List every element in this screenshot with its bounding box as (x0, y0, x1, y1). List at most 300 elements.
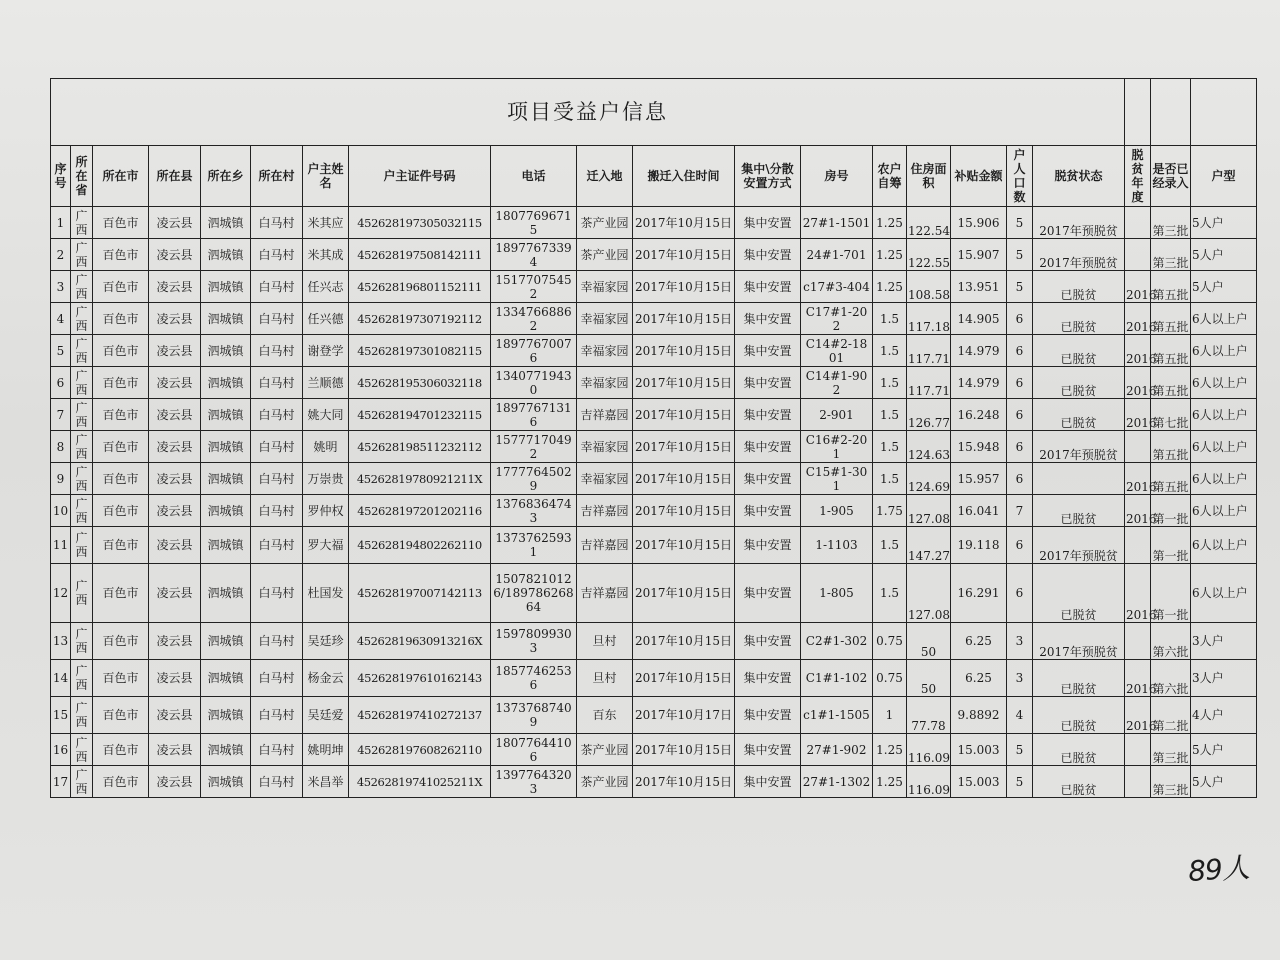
area-cell: 116.09 (907, 734, 951, 766)
header-subsidy: 补贴金额 (951, 146, 1007, 207)
seq-cell: 2 (51, 239, 71, 271)
header-status: 脱贫状态 (1033, 146, 1125, 207)
header-year: 脱贫年度 (1125, 146, 1151, 207)
area-cell: 50 (907, 623, 951, 660)
subsidy-cell: 19.118 (951, 527, 1007, 564)
self-fund-cell: 1.25 (873, 271, 907, 303)
room-cell: 1-805 (801, 564, 873, 623)
status-cell: 已脱贫 (1033, 367, 1125, 399)
seq-cell: 1 (51, 207, 71, 239)
name-cell: 任兴志 (303, 271, 349, 303)
household-size-cell: 3 (1007, 660, 1033, 697)
province-cell: 广西 (71, 239, 93, 271)
id-number-cell: 452628196801152111 (349, 271, 491, 303)
placement-cell: 集中安置 (735, 399, 801, 431)
area-cell: 117.71 (907, 367, 951, 399)
self-fund-cell: 1.75 (873, 495, 907, 527)
header-destination: 迁入地 (577, 146, 633, 207)
table-row (51, 495, 1257, 527)
table-row (51, 697, 1257, 734)
placement-cell: 集中安置 (735, 431, 801, 463)
destination-cell: 幸福家园 (577, 303, 633, 335)
city-cell: 百色市 (93, 463, 149, 495)
table-row (51, 271, 1257, 303)
table-row (51, 660, 1257, 697)
room-cell: C2#1-302 (801, 623, 873, 660)
phone-cell: 15777170492 (491, 431, 577, 463)
header-city: 所在市 (93, 146, 149, 207)
status-cell: 2017年预脱贫 (1033, 207, 1125, 239)
city-cell: 百色市 (93, 431, 149, 463)
village-cell: 白马村 (251, 303, 303, 335)
area-cell: 108.58 (907, 271, 951, 303)
room-cell: C14#2-1801 (801, 335, 873, 367)
subsidy-cell: 15.003 (951, 734, 1007, 766)
entered-cell: 第五批 (1151, 463, 1191, 495)
town-cell: 泗城镇 (201, 367, 251, 399)
town-cell: 泗城镇 (201, 431, 251, 463)
move-time-cell: 2017年10月15日 (633, 271, 735, 303)
subsidy-cell: 15.957 (951, 463, 1007, 495)
county-cell: 凌云县 (149, 660, 201, 697)
beneficiary-table-wrap (50, 78, 1256, 798)
table-row (51, 734, 1257, 766)
id-number-cell: 45262819741025211X (349, 766, 491, 798)
town-cell: 泗城镇 (201, 399, 251, 431)
id-number-cell: 452628197201202116 (349, 495, 491, 527)
town-cell: 泗城镇 (201, 623, 251, 660)
town-cell: 泗城镇 (201, 335, 251, 367)
household-size-cell: 6 (1007, 527, 1033, 564)
town-cell: 泗城镇 (201, 697, 251, 734)
id-number-cell: 452628197410272137 (349, 697, 491, 734)
room-cell: C1#1-102 (801, 660, 873, 697)
town-cell: 泗城镇 (201, 766, 251, 798)
move-time-cell: 2017年10月17日 (633, 697, 735, 734)
entered-cell: 第一批 (1151, 495, 1191, 527)
year-cell: 2016 (1125, 399, 1151, 431)
city-cell: 百色市 (93, 766, 149, 798)
household-size-cell: 5 (1007, 271, 1033, 303)
subsidy-cell: 16.248 (951, 399, 1007, 431)
move-time-cell: 2017年10月15日 (633, 527, 735, 564)
destination-cell: 幸福家园 (577, 431, 633, 463)
destination-cell: 吉祥嘉园 (577, 495, 633, 527)
phone-cell: 13347668862 (491, 303, 577, 335)
phone-cell: 15177075452 (491, 271, 577, 303)
area-cell: 50 (907, 660, 951, 697)
village-cell: 白马村 (251, 660, 303, 697)
year-cell: 2016 (1125, 303, 1151, 335)
phone-cell: 13768364743 (491, 495, 577, 527)
city-cell: 百色市 (93, 367, 149, 399)
entered-cell: 第三批 (1151, 766, 1191, 798)
area-cell: 127.08 (907, 495, 951, 527)
move-time-cell: 2017年10月15日 (633, 734, 735, 766)
id-number-cell: 452628197305032115 (349, 207, 491, 239)
name-cell: 姚大同 (303, 399, 349, 431)
move-time-cell: 2017年10月15日 (633, 399, 735, 431)
id-number-cell: 452628194802262110 (349, 527, 491, 564)
phone-cell: 18977671316 (491, 399, 577, 431)
destination-cell: 吉祥嘉园 (577, 527, 633, 564)
type-cell: 6人以上户 (1191, 367, 1257, 399)
household-size-cell: 6 (1007, 399, 1033, 431)
phone-cell: 18977670076 (491, 335, 577, 367)
room-cell: 27#1-1302 (801, 766, 873, 798)
subsidy-cell: 6.25 (951, 660, 1007, 697)
move-time-cell: 2017年10月15日 (633, 367, 735, 399)
room-cell: C16#2-201 (801, 431, 873, 463)
id-number-cell: 452628197610162143 (349, 660, 491, 697)
status-cell (1033, 463, 1125, 495)
household-size-cell: 5 (1007, 766, 1033, 798)
name-cell: 姚明 (303, 431, 349, 463)
entered-cell: 第三批 (1151, 239, 1191, 271)
status-cell: 2017年预脱贫 (1033, 239, 1125, 271)
seq-cell: 3 (51, 271, 71, 303)
year-cell (1125, 239, 1151, 271)
county-cell: 凌云县 (149, 303, 201, 335)
town-cell: 泗城镇 (201, 463, 251, 495)
village-cell: 白马村 (251, 527, 303, 564)
town-cell: 泗城镇 (201, 734, 251, 766)
destination-cell: 茶产业园 (577, 207, 633, 239)
placement-cell: 集中安置 (735, 766, 801, 798)
village-cell: 白马村 (251, 564, 303, 623)
county-cell: 凌云县 (149, 734, 201, 766)
table-row (51, 239, 1257, 271)
entered-cell: 第一批 (1151, 564, 1191, 623)
year-cell (1125, 207, 1151, 239)
subsidy-cell: 6.25 (951, 623, 1007, 660)
year-cell: 2016 (1125, 660, 1151, 697)
title-row (51, 79, 1257, 146)
header-move-time: 搬迁入住时间 (633, 146, 735, 207)
county-cell: 凌云县 (149, 623, 201, 660)
phone-cell: 13737625931 (491, 527, 577, 564)
town-cell: 泗城镇 (201, 271, 251, 303)
status-cell: 已脱贫 (1033, 766, 1125, 798)
placement-cell: 集中安置 (735, 271, 801, 303)
beneficiary-table (50, 78, 1257, 798)
type-cell: 6人以上户 (1191, 399, 1257, 431)
village-cell: 白马村 (251, 495, 303, 527)
area-cell: 126.77 (907, 399, 951, 431)
year-cell: 2016 (1125, 564, 1151, 623)
seq-cell: 4 (51, 303, 71, 335)
year-cell (1125, 766, 1151, 798)
seq-cell: 9 (51, 463, 71, 495)
county-cell: 凌云县 (149, 463, 201, 495)
status-cell: 已脱贫 (1033, 734, 1125, 766)
household-size-cell: 6 (1007, 463, 1033, 495)
county-cell: 凌云县 (149, 697, 201, 734)
room-cell: c1#1-1505 (801, 697, 873, 734)
province-cell: 广西 (71, 335, 93, 367)
village-cell: 白马村 (251, 463, 303, 495)
phone-cell: 15078210126/18978626864 (491, 564, 577, 623)
destination-cell: 幸福家园 (577, 463, 633, 495)
county-cell: 凌云县 (149, 431, 201, 463)
county-cell: 凌云县 (149, 207, 201, 239)
room-cell: 24#1-701 (801, 239, 873, 271)
header-area: 住房面积 (907, 146, 951, 207)
province-cell: 广西 (71, 303, 93, 335)
move-time-cell: 2017年10月15日 (633, 564, 735, 623)
seq-cell: 6 (51, 367, 71, 399)
entered-cell: 第六批 (1151, 660, 1191, 697)
self-fund-cell: 1.5 (873, 303, 907, 335)
name-cell: 谢登学 (303, 335, 349, 367)
id-number-cell: 452628198511232112 (349, 431, 491, 463)
table-row (51, 367, 1257, 399)
household-size-cell: 3 (1007, 623, 1033, 660)
move-time-cell: 2017年10月15日 (633, 303, 735, 335)
subsidy-cell: 14.979 (951, 335, 1007, 367)
entered-cell: 第五批 (1151, 367, 1191, 399)
type-cell: 6人以上户 (1191, 335, 1257, 367)
province-cell: 广西 (71, 564, 93, 623)
placement-cell: 集中安置 (735, 564, 801, 623)
id-number-cell: 452628195306032118 (349, 367, 491, 399)
header-phone: 电话 (491, 146, 577, 207)
name-cell: 米其应 (303, 207, 349, 239)
subsidy-cell: 13.951 (951, 271, 1007, 303)
entered-cell: 第一批 (1151, 527, 1191, 564)
type-cell: 6人以上户 (1191, 495, 1257, 527)
city-cell: 百色市 (93, 527, 149, 564)
self-fund-cell: 1.25 (873, 239, 907, 271)
city-cell: 百色市 (93, 271, 149, 303)
year-cell (1125, 527, 1151, 564)
year-cell (1125, 734, 1151, 766)
county-cell: 凌云县 (149, 399, 201, 431)
area-cell: 147.27 (907, 527, 951, 564)
household-size-cell: 4 (1007, 697, 1033, 734)
room-cell: C17#1-202 (801, 303, 873, 335)
type-cell: 5人户 (1191, 766, 1257, 798)
handwritten-note: 89人 (1187, 850, 1250, 889)
move-time-cell: 2017年10月15日 (633, 660, 735, 697)
type-cell: 6人以上户 (1191, 431, 1257, 463)
status-cell: 已脱贫 (1033, 660, 1125, 697)
area-cell: 122.55 (907, 239, 951, 271)
city-cell: 百色市 (93, 239, 149, 271)
phone-cell: 18577462536 (491, 660, 577, 697)
name-cell: 任兴德 (303, 303, 349, 335)
name-cell: 罗仲权 (303, 495, 349, 527)
province-cell: 广西 (71, 431, 93, 463)
table-row (51, 335, 1257, 367)
seq-cell: 15 (51, 697, 71, 734)
seq-cell: 13 (51, 623, 71, 660)
type-cell: 6人以上户 (1191, 527, 1257, 564)
destination-cell: 旦村 (577, 623, 633, 660)
town-cell: 泗城镇 (201, 527, 251, 564)
id-number-cell: 452628197608262110 (349, 734, 491, 766)
destination-cell: 吉祥嘉园 (577, 564, 633, 623)
province-cell: 广西 (71, 527, 93, 564)
room-cell: 27#1-902 (801, 734, 873, 766)
phone-cell: 13737687409 (491, 697, 577, 734)
self-fund-cell: 1.5 (873, 527, 907, 564)
header-room: 房号 (801, 146, 873, 207)
status-cell: 已脱贫 (1033, 399, 1125, 431)
self-fund-cell: 1.25 (873, 207, 907, 239)
seq-cell: 7 (51, 399, 71, 431)
self-fund-cell: 1.25 (873, 766, 907, 798)
header-name: 户主姓名 (303, 146, 349, 207)
destination-cell: 吉祥嘉园 (577, 399, 633, 431)
subsidy-cell: 14.905 (951, 303, 1007, 335)
village-cell: 白马村 (251, 431, 303, 463)
self-fund-cell: 1.5 (873, 564, 907, 623)
move-time-cell: 2017年10月15日 (633, 431, 735, 463)
placement-cell: 集中安置 (735, 303, 801, 335)
household-size-cell: 7 (1007, 495, 1033, 527)
table-row (51, 463, 1257, 495)
destination-cell: 幸福家园 (577, 335, 633, 367)
subsidy-cell: 15.003 (951, 766, 1007, 798)
status-cell: 已脱贫 (1033, 303, 1125, 335)
household-size-cell: 6 (1007, 367, 1033, 399)
province-cell: 广西 (71, 495, 93, 527)
phone-cell: 13977643203 (491, 766, 577, 798)
area-cell: 124.63 (907, 431, 951, 463)
title-blank-cell (1191, 79, 1257, 146)
village-cell: 白马村 (251, 766, 303, 798)
id-number-cell: 452628197307192112 (349, 303, 491, 335)
province-cell: 广西 (71, 766, 93, 798)
province-cell: 广西 (71, 367, 93, 399)
seq-cell: 17 (51, 766, 71, 798)
move-time-cell: 2017年10月15日 (633, 335, 735, 367)
county-cell: 凌云县 (149, 335, 201, 367)
destination-cell: 幸福家园 (577, 367, 633, 399)
room-cell: 1-905 (801, 495, 873, 527)
entered-cell: 第三批 (1151, 734, 1191, 766)
id-number-cell: 452628197007142113 (349, 564, 491, 623)
phone-cell: 15978099303 (491, 623, 577, 660)
name-cell: 姚明坤 (303, 734, 349, 766)
room-cell: 2-901 (801, 399, 873, 431)
city-cell: 百色市 (93, 495, 149, 527)
year-cell: 2016 (1125, 463, 1151, 495)
type-cell: 6人以上户 (1191, 564, 1257, 623)
placement-cell: 集中安置 (735, 623, 801, 660)
village-cell: 白马村 (251, 399, 303, 431)
status-cell: 已脱贫 (1033, 697, 1125, 734)
village-cell: 白马村 (251, 271, 303, 303)
room-cell: 27#1-1501 (801, 207, 873, 239)
id-number-cell: 452628194701232115 (349, 399, 491, 431)
self-fund-cell: 0.75 (873, 660, 907, 697)
town-cell: 泗城镇 (201, 239, 251, 271)
entered-cell: 第五批 (1151, 335, 1191, 367)
self-fund-cell: 1.5 (873, 399, 907, 431)
placement-cell: 集中安置 (735, 239, 801, 271)
id-number-cell: 452628197301082115 (349, 335, 491, 367)
status-cell: 已脱贫 (1033, 271, 1125, 303)
name-cell: 吴廷爱 (303, 697, 349, 734)
subsidy-cell: 16.291 (951, 564, 1007, 623)
village-cell: 白马村 (251, 734, 303, 766)
entered-cell: 第五批 (1151, 303, 1191, 335)
year-cell: 2016 (1125, 367, 1151, 399)
header-self-fund: 农户自筹 (873, 146, 907, 207)
phone-cell: 18077696715 (491, 207, 577, 239)
self-fund-cell: 1.5 (873, 463, 907, 495)
province-cell: 广西 (71, 463, 93, 495)
village-cell: 白马村 (251, 207, 303, 239)
placement-cell: 集中安置 (735, 207, 801, 239)
subsidy-cell: 16.041 (951, 495, 1007, 527)
title-blank-cell (1125, 79, 1151, 146)
village-cell: 白马村 (251, 335, 303, 367)
household-size-cell: 6 (1007, 431, 1033, 463)
household-size-cell: 6 (1007, 564, 1033, 623)
status-cell: 已脱贫 (1033, 564, 1125, 623)
name-cell: 杜国发 (303, 564, 349, 623)
self-fund-cell: 1 (873, 697, 907, 734)
year-cell (1125, 431, 1151, 463)
entered-cell: 第二批 (1151, 697, 1191, 734)
year-cell: 2016 (1125, 335, 1151, 367)
name-cell: 万崇贵 (303, 463, 349, 495)
move-time-cell: 2017年10月15日 (633, 495, 735, 527)
subsidy-cell: 15.907 (951, 239, 1007, 271)
placement-cell: 集中安置 (735, 367, 801, 399)
room-cell: 1-1103 (801, 527, 873, 564)
household-size-cell: 6 (1007, 335, 1033, 367)
name-cell: 罗大福 (303, 527, 349, 564)
household-size-cell: 5 (1007, 239, 1033, 271)
id-number-cell: 45262819630913216X (349, 623, 491, 660)
header-placement: 集中\分散安置方式 (735, 146, 801, 207)
status-cell: 已脱贫 (1033, 495, 1125, 527)
header-seq: 序号 (51, 146, 71, 207)
province-cell: 广西 (71, 271, 93, 303)
header-row (51, 146, 1257, 207)
subsidy-cell: 14.979 (951, 367, 1007, 399)
type-cell: 5人户 (1191, 734, 1257, 766)
type-cell: 5人户 (1191, 207, 1257, 239)
county-cell: 凌云县 (149, 527, 201, 564)
status-cell: 已脱贫 (1033, 335, 1125, 367)
county-cell: 凌云县 (149, 495, 201, 527)
type-cell: 3人户 (1191, 623, 1257, 660)
province-cell: 广西 (71, 207, 93, 239)
name-cell: 杨金云 (303, 660, 349, 697)
table-row (51, 527, 1257, 564)
seq-cell: 8 (51, 431, 71, 463)
header-town: 所在乡 (201, 146, 251, 207)
seq-cell: 12 (51, 564, 71, 623)
entered-cell: 第五批 (1151, 431, 1191, 463)
subsidy-cell: 9.8892 (951, 697, 1007, 734)
room-cell: c17#3-404 (801, 271, 873, 303)
county-cell: 凌云县 (149, 271, 201, 303)
header-province: 所在省 (71, 146, 93, 207)
header-village: 所在村 (251, 146, 303, 207)
table-row (51, 431, 1257, 463)
type-cell: 4人户 (1191, 697, 1257, 734)
placement-cell: 集中安置 (735, 697, 801, 734)
subsidy-cell: 15.948 (951, 431, 1007, 463)
town-cell: 泗城镇 (201, 303, 251, 335)
entered-cell: 第三批 (1151, 207, 1191, 239)
